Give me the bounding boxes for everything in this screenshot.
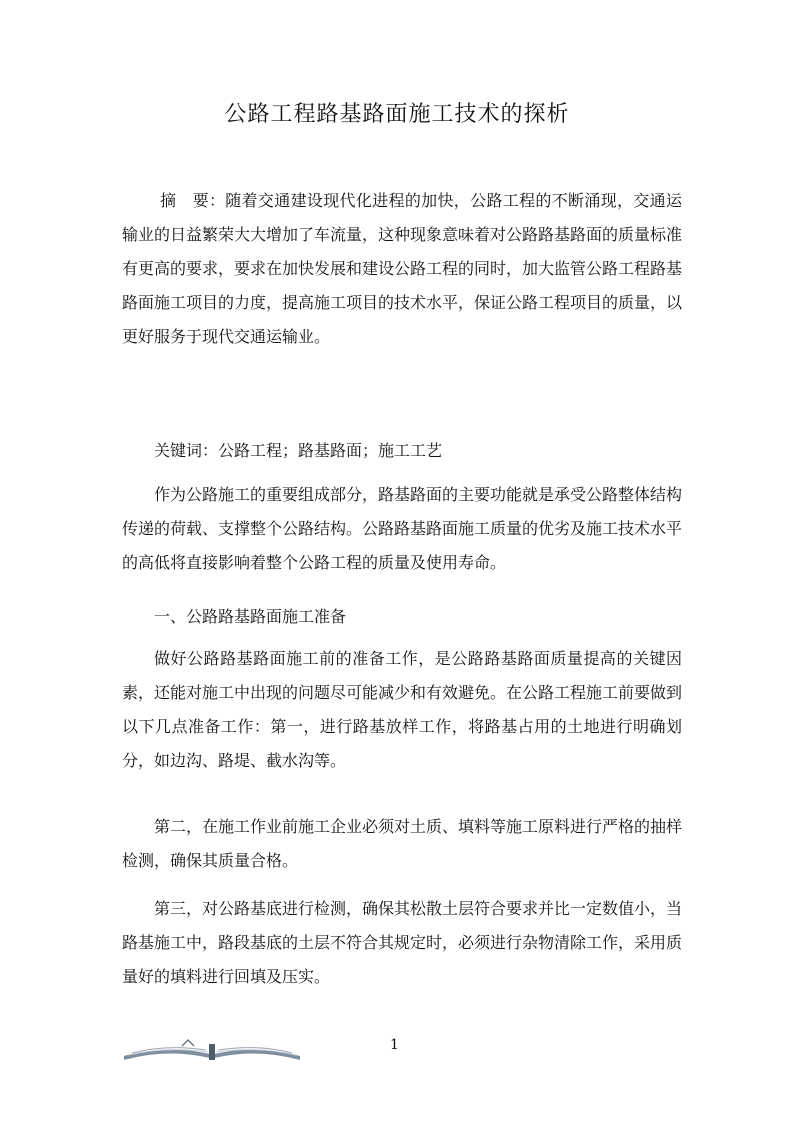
document-title: 公路工程路基路面施工技术的探析 <box>224 102 570 127</box>
keywords-line: 关键词：公路工程；路基路面；施工工艺 <box>154 441 443 460</box>
body-paragraph: 作为公路施工的重要组成部分，路基路面的主要功能就是承受公路整体结构传递的荷载、支撑整个公路结构。公路路基路面施工质量的优劣及施工技术水平的高低将直接影响着整个公路工程的质量及使用寿命。 <box>122 485 683 572</box>
body-paragraph: 第二，在施工作业前施工企业必须对土质、填料等施工原料进行严格的抽样检测，确保其质量合格。 <box>122 817 683 870</box>
abstract-paragraph: 摘 要：随着交通建设现代化进程的加快，公路工程的不断涌现，交通运输业的日益繁荣大大增加了车流量，这种现象意味着对公路路基路面的质量标准有更高的要求，要求在加快发展和建设公路工程的同时，加大监管公路工程路基路面施工项目的力度，提高施工项目的技术水平，保证公路工程项目的质量，以更好服务于现代交通运输业。 <box>122 191 683 346</box>
page-number: 1 <box>390 1037 399 1053</box>
body-paragraph: 第三，对公路基底进行检测，确保其松散土层符合要求并比一定数值小，当路基施工中，路段基底的土层不符合其规定时，必须进行杂物清除工作，采用质量好的填料进行回填及压实。 <box>122 899 683 986</box>
open-book-icon <box>122 1038 302 1062</box>
section-heading: 一、公路路基路面施工准备 <box>154 607 347 626</box>
body-paragraph: 做好公路路基路面施工前的准备工作，是公路路基路面质量提高的关键因素，还能对施工中出现的问题尽可能减少和有效避免。在公路工程施工前要做到以下几点准备工作：第一，进行路基放样工作，将路基占用的土地进行明确划分，如边沟、路堤、截水沟等。 <box>122 649 683 770</box>
